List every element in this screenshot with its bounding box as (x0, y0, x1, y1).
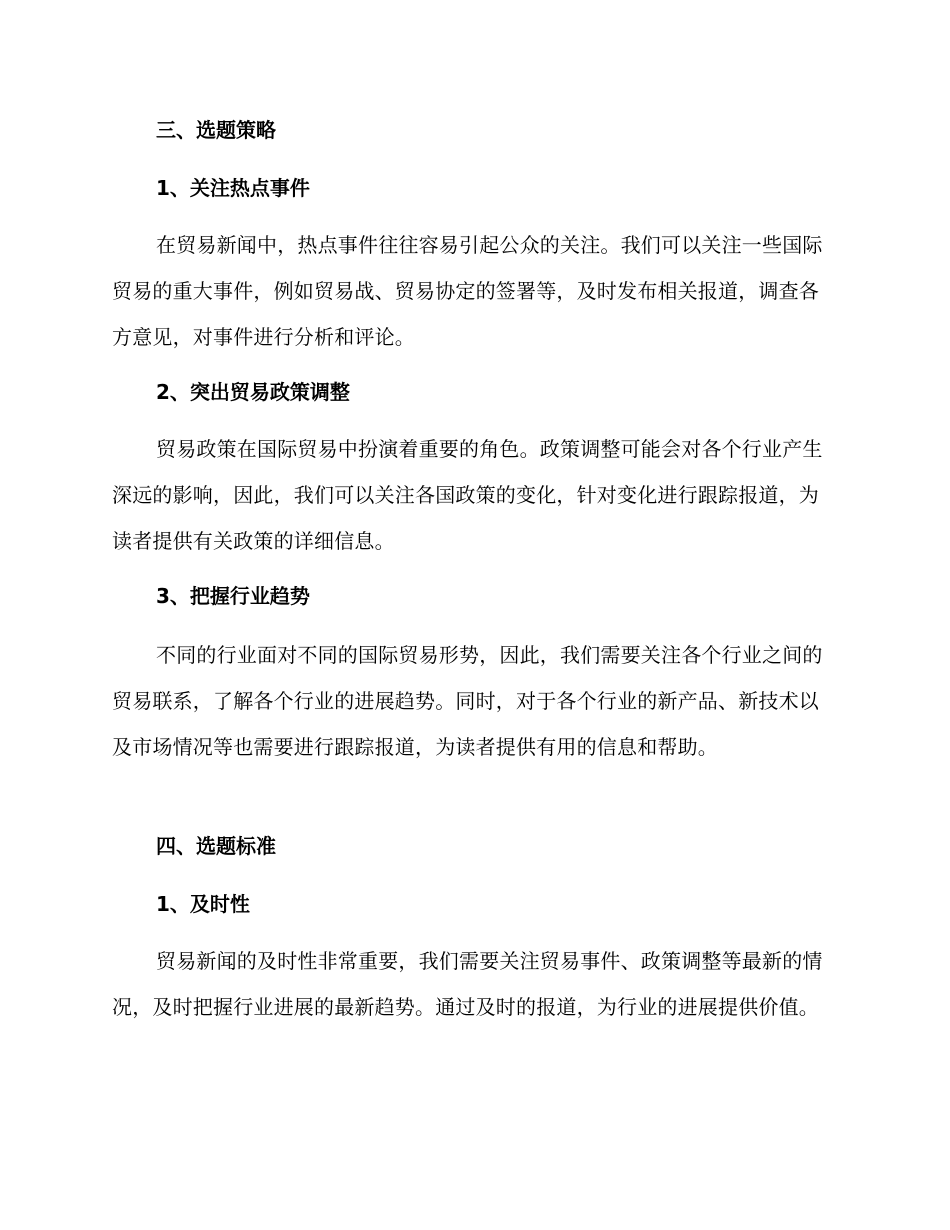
section-heading-selection-strategy: 三、选题策略 (156, 118, 276, 142)
subheading-policy-adjustment: 2、突出贸易政策调整 (156, 380, 350, 404)
subheading-industry-trends: 3、把握行业趋势 (156, 584, 310, 608)
paragraph-policy-adjustment: 贸易政策在国际贸易中扮演着重要的角色。政策调整可能会对各个行业产生深远的影响，因此，我们可以关注各国政策的变化，针对变化进行跟踪报道，为读者提供有关政策的详细信息。 (112, 437, 823, 553)
subheading-timeliness: 1、及时性 (156, 892, 250, 916)
paragraph-industry-trends: 不同的行业面对不同的国际贸易形势，因此，我们需要关注各个行业之间的贸易联系，了解各个行业的进展趋势。同时，对于各个行业的新产品、新技术以及市场情况等也需要进行跟踪报道，为读者提供有用的信息和帮助。 (112, 643, 823, 759)
section-heading-selection-criteria: 四、选题标准 (156, 834, 276, 858)
paragraph-timeliness: 贸易新闻的及时性非常重要，我们需要关注贸易事件、政策调整等最新的情况，及时把握行业进展的最新趋势。通过及时的报道，为行业的进展提供价值。 (112, 949, 823, 1019)
subheading-hot-events: 1、关注热点事件 (156, 176, 310, 200)
paragraph-hot-events: 在贸易新闻中，热点事件往往容易引起公众的关注。我们可以关注一些国际贸易的重大事件，例如贸易战、贸易协定的签署等，及时发布相关报道，调查各方意见，对事件进行分析和评论。 (112, 233, 823, 349)
